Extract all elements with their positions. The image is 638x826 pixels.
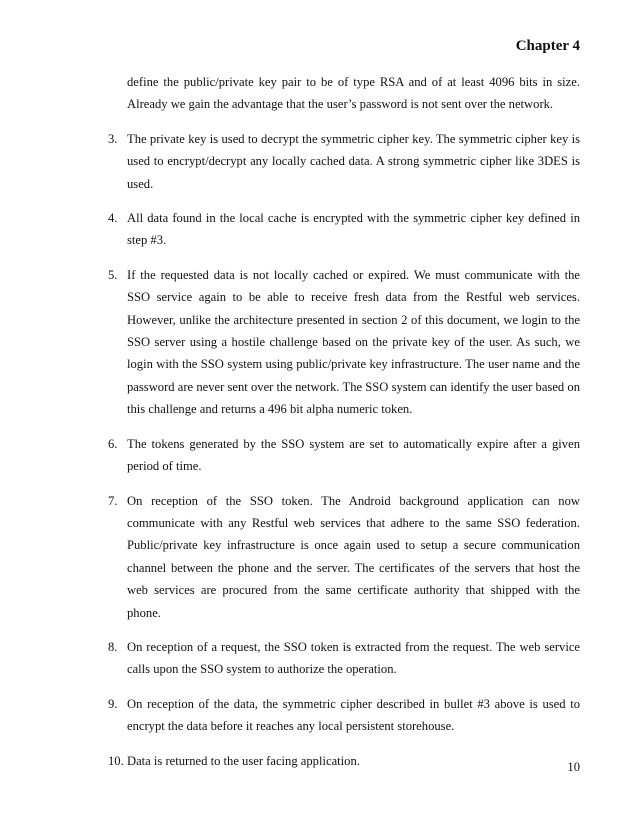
list-item xyxy=(108,264,580,421)
list-item-number: 4. xyxy=(108,211,118,226)
list-item-text: The private key is used to decrypt the symmetric cipher key. The symmetric cipher key is used to encrypt/decrypt any locally cached data. A strong symmetric cipher like 3DES is used. xyxy=(127,131,580,191)
list-item-number: 3. xyxy=(108,131,118,146)
continuation-paragraph: define the public/private key pair to be of type RSA and of at least 4096 bits in size. Already we gain the advantage that the user’s password is not sent over the network. xyxy=(127,75,580,112)
list-item-text: If the requested data is not locally cached or expired. We must communicate with the SSO service again to be able to receive fresh data from the Restful web services. However, unlike the architecture presented in section 2 of this document, we login to the SSO server using a hostile challenge based on the private key of the user. As such, we login with the SSO system using public/private key infrastructure. The user name and the password are never sent over the network. The SSO system can identify the user based on this challenge and returns a 496 bit alpha numeric token. xyxy=(127,267,580,417)
list-item-number: 8. xyxy=(108,639,118,654)
list-item-number: 7. xyxy=(108,493,118,508)
list-item-text: All data found in the local cache is encrypted with the symmetric cipher key defined in step #3. xyxy=(127,211,580,248)
page-number: 10 xyxy=(567,760,580,774)
list-item xyxy=(108,207,580,252)
list-item-text: Data is returned to the user facing application. xyxy=(127,753,360,768)
list-item xyxy=(108,750,580,772)
numbered-list xyxy=(108,128,580,772)
list-item xyxy=(108,636,580,681)
list-item xyxy=(108,693,580,738)
list-item-text: On reception of a request, the SSO token is extracted from the request. The web service calls upon the SSO system to authorize the operation. xyxy=(127,639,580,677)
list-item-number: 6. xyxy=(108,436,118,451)
list-item-number: 9. xyxy=(108,696,118,711)
list-item xyxy=(108,490,580,624)
list-item xyxy=(108,128,580,195)
list-item xyxy=(108,433,580,478)
list-item-number: 10. xyxy=(108,753,124,768)
list-item-text: On reception of the SSO token. The Android background application can now communicate with any Restful web services that adhere to the same SSO federation. Public/private key infrastructure is once again used to setup a secure communication channel between the phone and the server. The certificates of the servers that host the web services are procured from the same certificate authority that shipped with the phone. xyxy=(127,493,580,620)
list-item-number: 5. xyxy=(108,267,118,282)
chapter-heading: Chapter 4 xyxy=(515,38,580,54)
page-body xyxy=(108,71,580,784)
list-item-text: The tokens generated by the SSO system are set to automatically expire after a given period of time. xyxy=(127,436,580,474)
list-item-text: On reception of the data, the symmetric cipher described in bullet #3 above is used to encrypt the data before it reaches any local persistent storehouse. xyxy=(127,696,580,734)
